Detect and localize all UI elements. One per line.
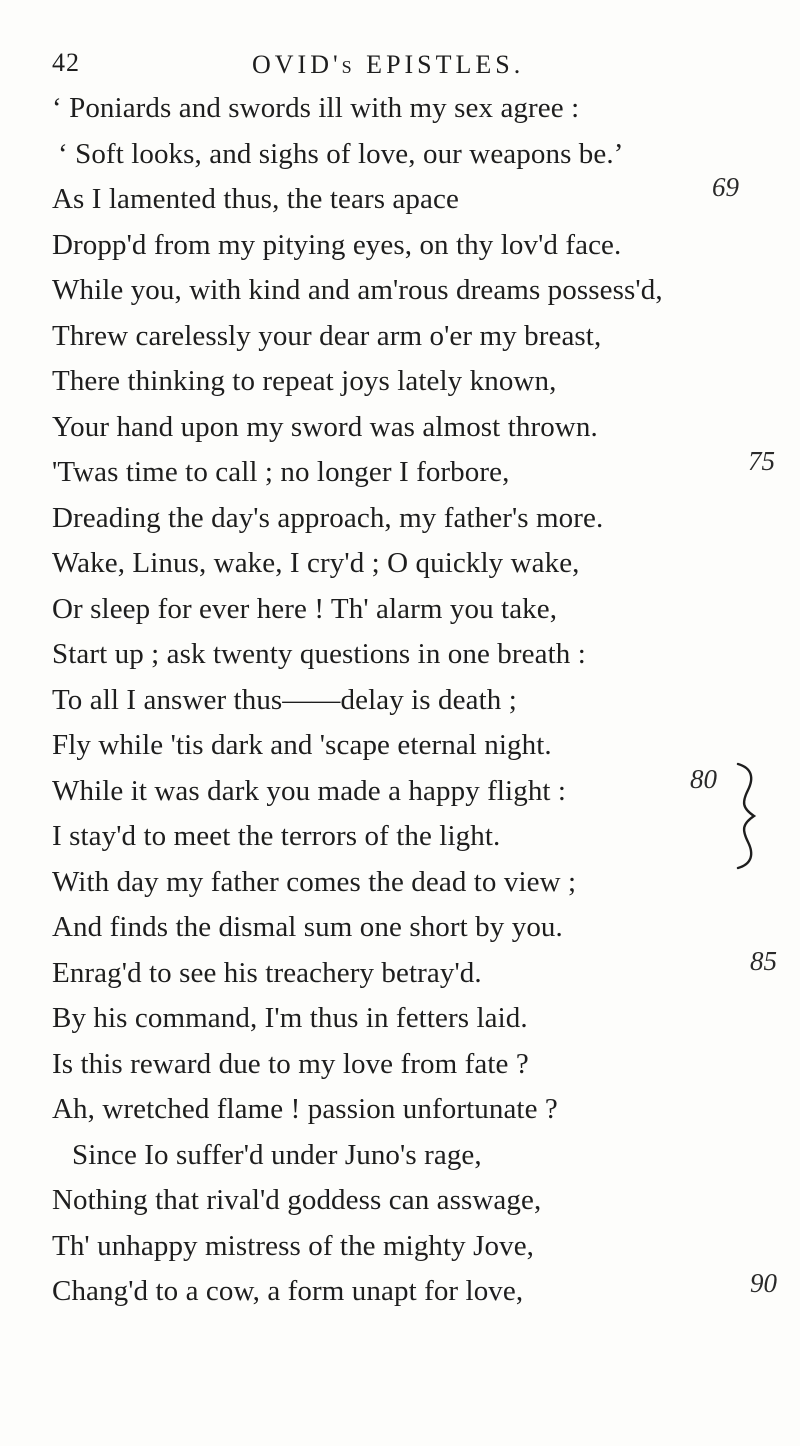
line-number: 75 (748, 446, 775, 476)
line-number: 90 (750, 1268, 777, 1298)
poem-line: While you, with kind and am'rous dreams possess'd, (52, 274, 663, 306)
running-head (52, 48, 752, 88)
poem-line: As I lamented thus, the tears apace (52, 183, 459, 215)
poem-line: Ah, wretched flame ! passion unfortunate ? (52, 1093, 558, 1125)
poem-line: While it was dark you made a happy flight : (52, 774, 567, 807)
poem-line: Or sleep for ever here ! Th' alarm you take, (52, 592, 558, 625)
poem-line: Start up ; ask twenty questions in one breath : (52, 638, 586, 670)
poem-line: Dropp'd from my pitying eyes, on thy lov'd face. (52, 228, 622, 261)
poem-line: ‘ Poniards and swords ill with my sex agree : (52, 92, 580, 124)
poem-text (52, 86, 692, 1315)
poem-line: There thinking to repeat joys lately known, (52, 365, 557, 397)
poem-line: Nothing that rival'd goddess can asswage, (52, 1184, 542, 1216)
poem-line: 'Twas time to call ; no longer I forbore, (52, 456, 510, 488)
poem-line: Fly while 'tis dark and 'scape eternal night. (52, 729, 552, 761)
poem-line: Enrag'd to see his treachery betray'd. (52, 956, 482, 989)
page-number: 42 (52, 48, 80, 77)
poem-line: Is this reward due to my love from fate ? (52, 1047, 529, 1080)
triplet-brace (734, 762, 764, 870)
poem-line: Threw carelessly your dear arm o'er my breast, (52, 319, 602, 352)
poem-line: I stay'd to meet the terrors of the light. (52, 820, 501, 852)
poem-line: ‘ Soft looks, and sighs of love, our weapons be.’ (58, 137, 624, 170)
poem-line: Chang'd to a cow, a form unapt for love, (52, 1275, 524, 1307)
line-number: 69 (712, 172, 739, 202)
running-title: OVID's EPISTLES. (252, 50, 525, 79)
poem-line: With day my father comes the dead to view ; (52, 865, 577, 898)
poem-line: Dreading the day's approach, my father's more. (52, 501, 604, 534)
poem-line: To all I answer thus——delay is death ; (52, 683, 517, 716)
poem-line: Your hand upon my sword was almost thrown. (52, 410, 598, 443)
poem-line: Since Io suffer'd under Juno's rage, (72, 1138, 482, 1171)
poem-line: Wake, Linus, wake, I cry'd ; O quickly wake, (52, 547, 580, 579)
line-number: 85 (750, 946, 777, 976)
poem-line: Th' unhappy mistress of the mighty Jove, (52, 1229, 535, 1262)
line-number: 80 (690, 764, 717, 794)
poem-line: And finds the dismal sum one short by you. (52, 911, 563, 943)
poem-line: By his command, I'm thus in fetters laid. (52, 1002, 528, 1034)
